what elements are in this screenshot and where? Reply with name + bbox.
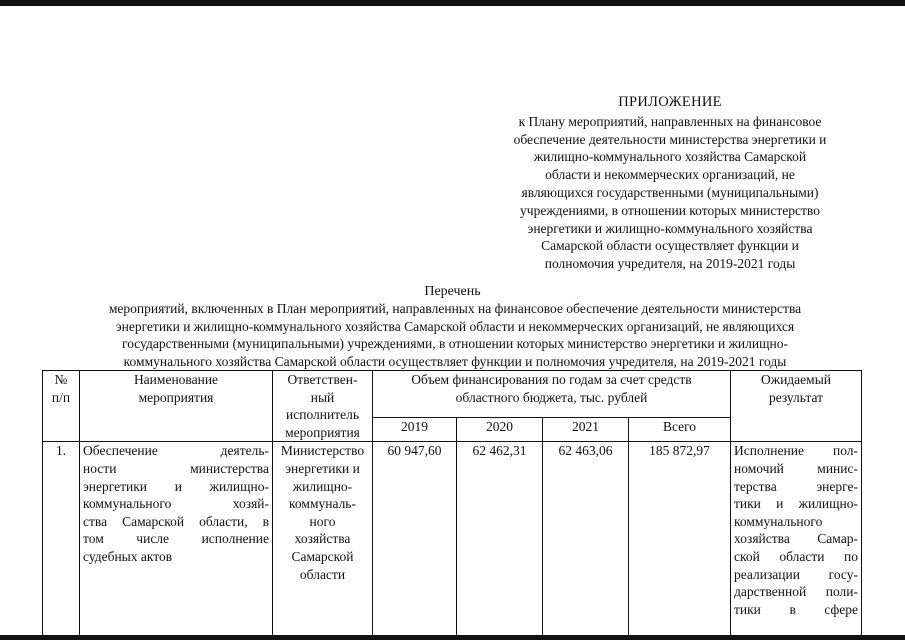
- measures-table: [42, 370, 862, 638]
- appendix-line: области и некоммерческих организаций, не: [545, 167, 795, 183]
- scan-bottom-border: [0, 635, 905, 640]
- appendix-line: являющихся государственными (муниципальными): [521, 184, 819, 200]
- row-value-2019: 60 947,60: [373, 442, 457, 639]
- list-description-line: государственными (муниципальными) учреждениями, в отношении которых министерство энергетики и жилищно-: [122, 336, 788, 352]
- appendix-line: энергетики и жилищно-коммунального хозяйства: [527, 220, 813, 236]
- table-row: [43, 442, 862, 639]
- row-value-2021: 62 463,06: [543, 442, 629, 639]
- header-year-2020: 2020: [457, 418, 543, 442]
- header-executor: Ответствен- ный исполнитель мероприятия: [273, 371, 373, 442]
- header-funding: Объем финансирования по годам за счет средств областного бюджета, тыс. рублей: [373, 371, 731, 418]
- header-result: Ожидаемый результат: [731, 371, 862, 442]
- appendix-line: Самарской области осуществляет функции и: [541, 238, 799, 254]
- appendix-line: к Плану мероприятий, направленных на финансовое: [518, 113, 822, 129]
- row-executor: Министерство энергетики и жилищно- коммуналь- ного хозяйства Самарской области: [273, 442, 373, 639]
- list-description: [55, 300, 855, 370]
- appendix-line: полномочия учредителя, на 2019-2021 годы: [544, 256, 796, 272]
- list-title: Перечень: [424, 284, 481, 299]
- row-name: Обеспечение деятель- ности министерства энергетики и жилищно- коммунального хозяй- ства Самарской области, в том числе исполнение судебных актов: [80, 442, 273, 639]
- appendix-line: обеспечение деятельности министерства энергетики и: [513, 131, 827, 147]
- row-number: 1.: [43, 442, 80, 639]
- row-value-2020: 62 462,31: [457, 442, 543, 639]
- header-total: Всего: [629, 418, 731, 442]
- row-result: Исполнение пол- номочий минис- терства энерге- тики и жилищно- коммунального хозяйства Самар- ской области по реализации госу- дарственной поли- тики в сфере: [731, 442, 862, 639]
- appendix-line: учреждениями, в отношении которых министерство: [520, 202, 820, 218]
- scan-top-border: [0, 0, 905, 6]
- row-value-total: 185 872,97: [629, 442, 731, 639]
- appendix-block: [470, 94, 870, 273]
- header-name: Наименование мероприятия: [80, 371, 273, 442]
- header-year-2021: 2021: [543, 418, 629, 442]
- header-number: № п/п: [43, 371, 80, 442]
- header-year-2019: 2019: [373, 418, 457, 442]
- list-description-line: энергетики и жилищно-коммунального хозяйства Самарской области и некоммерческих организаций, не являющихся: [115, 318, 795, 334]
- table-header-row: [43, 371, 862, 418]
- list-description-line: коммунального хозяйства Самарской области осуществляет функции и полномочия учредителя, на 2019-2021 годы: [123, 353, 787, 369]
- list-description-line: мероприятий, включенных в План мероприятий, направленных на финансовое обеспечение деятельности министерства: [108, 301, 802, 316]
- appendix-line: жилищно-коммунального хозяйства Самарской: [533, 149, 807, 165]
- appendix-heading: ПРИЛОЖЕНИЕ: [618, 94, 722, 110]
